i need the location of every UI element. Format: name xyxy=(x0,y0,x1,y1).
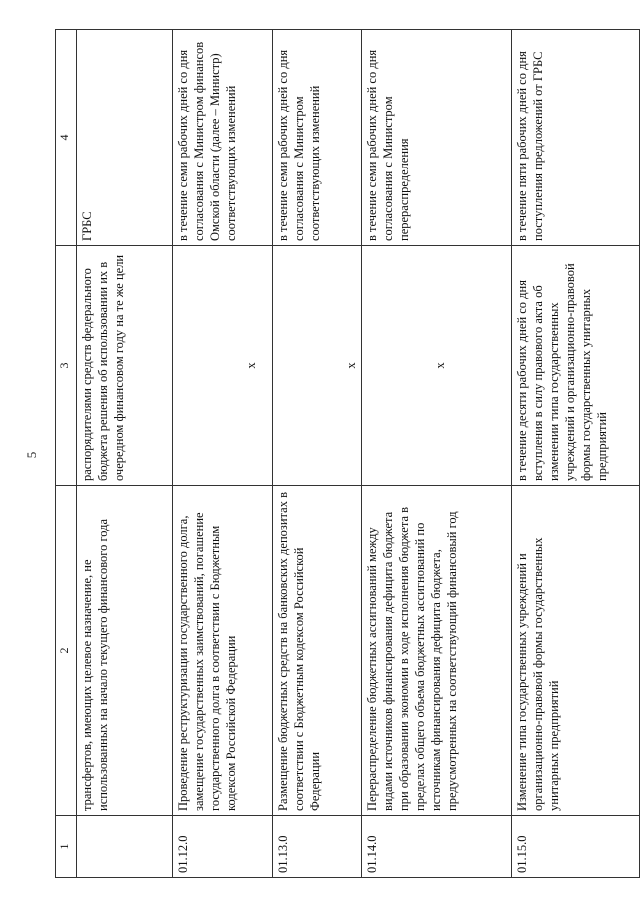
row-code: 01.15.0 xyxy=(512,816,640,878)
row-basis: в течение семи рабочих дней со дня согласования с Министром перераспределения xyxy=(362,30,512,246)
row-term: х xyxy=(173,246,273,486)
row-description: Проведение реструктуризации государственного долга, замещение государственных заимствований, погашение государственного долга в соответствии с Бюджетным кодексом Российской Федерации xyxy=(173,486,273,816)
row-term: х xyxy=(273,246,362,486)
row-basis: в течение семи рабочих дней со дня согласования с Министром соответствующих изменений xyxy=(273,30,362,246)
budget-changes-table xyxy=(55,29,640,878)
row-description: Размещение бюджетных средств на банковских депозитах в соответствии с Бюджетным кодексом Российской Федерации xyxy=(273,486,362,816)
column-header-2: 2 xyxy=(56,486,77,816)
table-row xyxy=(173,30,273,878)
row-basis: в течение семи рабочих дней со дня согласования с Министром финансов Омской области (далее – Министр) соответствующих изменений xyxy=(173,30,273,246)
column-header-4: 4 xyxy=(56,30,77,246)
table-header-row xyxy=(56,30,77,878)
row-description: Перераспределение бюджетных ассигнований между видами источников финансирования дефицита бюджета при образовании экономии в ходе исполнения бюджета в пределах общего объема бюджетных ассигнований по источникам финансирования дефицита бюджета, предусмотренных на соответствующий финансовый год xyxy=(362,486,512,816)
row-term: х xyxy=(362,246,512,486)
table-row xyxy=(77,30,173,878)
row-code xyxy=(77,816,173,878)
row-basis: в течение пяти рабочих дней со дня поступления предложений от ГРБС xyxy=(512,30,640,246)
row-description: трансфертов, имеющих целевое назначение, не использованных на начало текущего финансового года xyxy=(77,486,173,816)
table-row xyxy=(273,30,362,878)
table-row xyxy=(512,30,640,878)
row-term: в течение десяти рабочих дней со дня вступления в силу правового акта об изменении типа государственных учреждений и организационно-правовой формы государственных унитарных предприятий xyxy=(512,246,640,486)
table-row xyxy=(362,30,512,878)
row-basis: ГРБС xyxy=(77,30,173,246)
row-code: 01.13.0 xyxy=(273,816,362,878)
row-description: Изменение типа государственных учреждений и организационно-правовой формы государственных унитарных предприятий xyxy=(512,486,640,816)
page-number: 5 xyxy=(24,451,39,459)
column-header-3: 3 xyxy=(56,246,77,486)
row-term: распорядителями средств федерального бюджета решения об использовании их в очередном финансовом году на те же цели xyxy=(77,246,173,486)
column-header-1: 1 xyxy=(56,816,77,878)
row-code: 01.14.0 xyxy=(362,816,512,878)
row-code: 01.12.0 xyxy=(173,816,273,878)
rotated-table-container xyxy=(55,30,622,878)
